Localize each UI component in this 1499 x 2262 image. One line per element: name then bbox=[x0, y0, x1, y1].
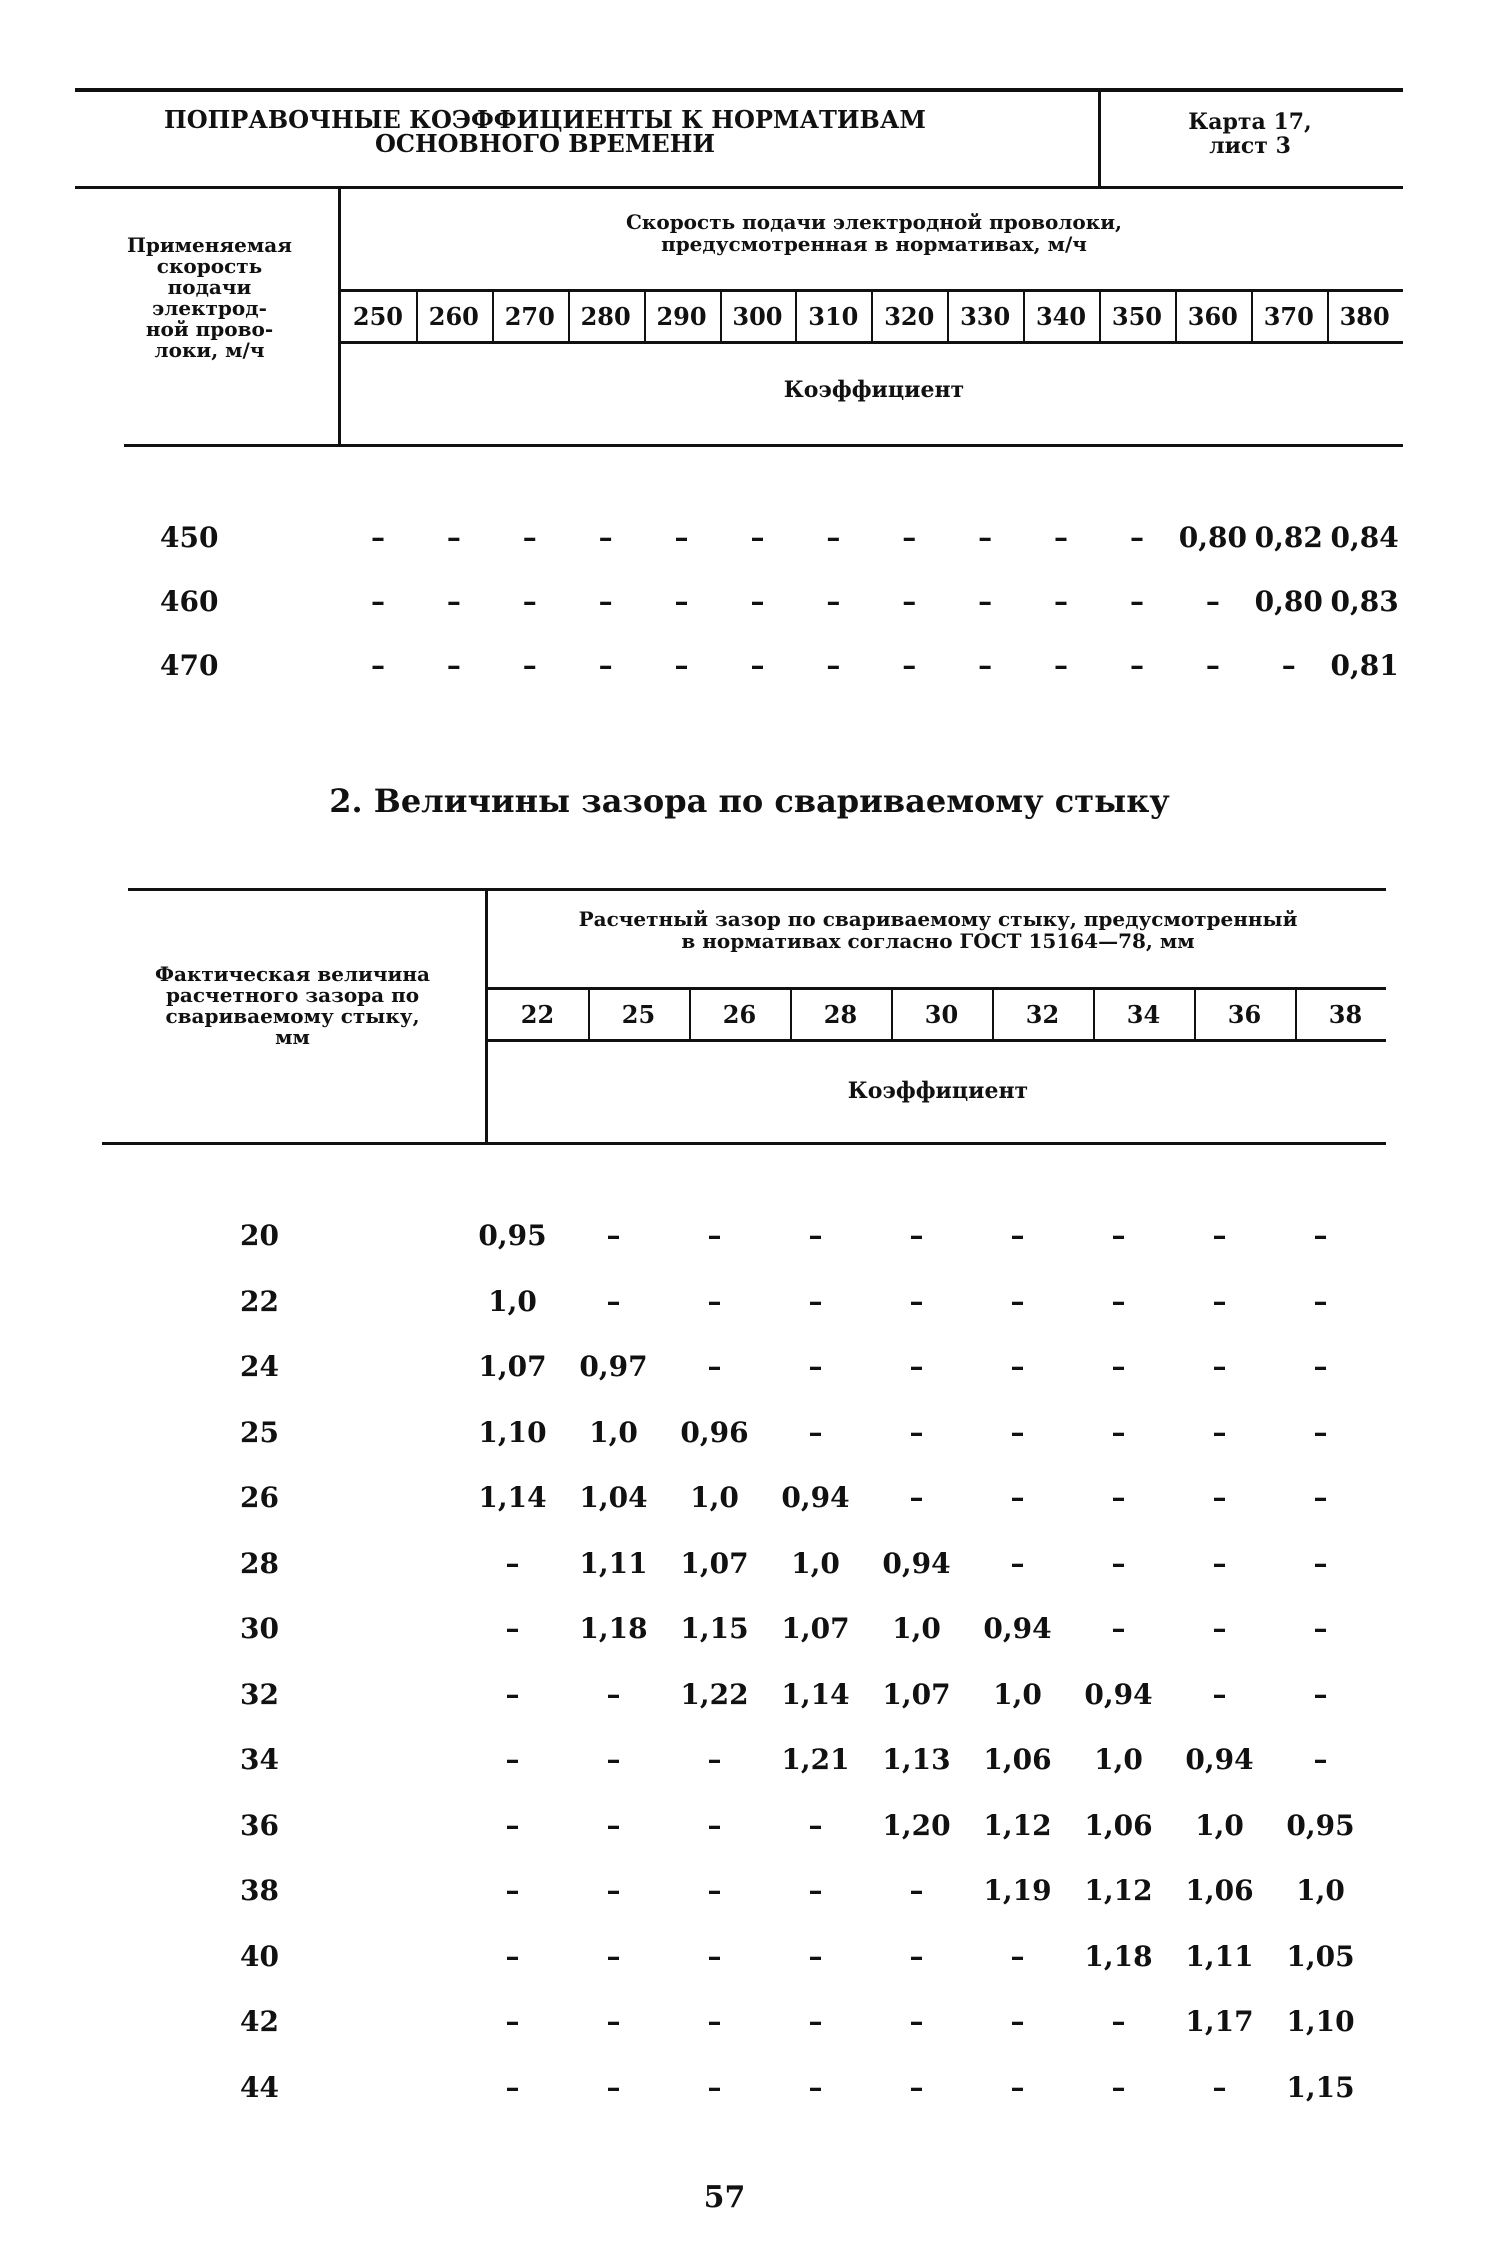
table1-cell: – bbox=[522, 521, 537, 554]
table1-cell: – bbox=[750, 521, 765, 554]
table2-cell: – bbox=[505, 1874, 520, 1907]
table2-col-separator bbox=[689, 990, 691, 1039]
table2-cell: 1,11 bbox=[579, 1546, 648, 1580]
table2-col-0: 22 bbox=[520, 1000, 555, 1029]
table2-row-header-l3: свариваемому стыку, bbox=[165, 1004, 420, 1028]
table2-cell: – bbox=[808, 1284, 823, 1318]
table1-cell: – bbox=[1129, 585, 1144, 618]
table2-cell: 0,94 bbox=[882, 1546, 951, 1580]
table2-cell: – bbox=[808, 1415, 823, 1449]
table2-cell: 1,13 bbox=[882, 1743, 951, 1776]
table1-cell: – bbox=[826, 521, 841, 554]
table2-row-label: 24 bbox=[240, 1350, 279, 1383]
header-top-rule bbox=[75, 88, 1403, 92]
table2-row-label: 26 bbox=[240, 1481, 279, 1514]
table2-cols-bottom-rule bbox=[487, 1039, 1386, 1042]
table2-cell: 0,96 bbox=[680, 1415, 749, 1449]
table1-col-13: 380 bbox=[1339, 302, 1390, 331]
table2-cell: 1,22 bbox=[680, 1677, 749, 1711]
table1-cell: 0,80 bbox=[1178, 521, 1247, 554]
table2-cell: – bbox=[808, 1350, 823, 1383]
header-divider bbox=[1098, 88, 1101, 188]
table2-cell: – bbox=[505, 2070, 520, 2104]
table1-cell: 0,84 bbox=[1330, 521, 1399, 554]
table2-cell: – bbox=[1010, 2070, 1025, 2104]
table2-col-separator bbox=[992, 990, 994, 1039]
table1-row-label: 460 bbox=[160, 585, 219, 618]
table2-col-header-line1: Расчетный зазор по свариваемому стыку, предусмотренный bbox=[578, 907, 1298, 931]
table2-cell: – bbox=[1313, 1415, 1328, 1449]
table2-col-separator bbox=[1194, 990, 1196, 1039]
table2-cell: – bbox=[1212, 1481, 1227, 1514]
table2-cell: – bbox=[909, 1219, 924, 1252]
table1-cell: – bbox=[522, 585, 537, 618]
table2-cell: – bbox=[707, 2070, 722, 2104]
table1-row-label: 450 bbox=[160, 521, 219, 554]
table2-cell: 1,15 bbox=[680, 1612, 749, 1645]
table2-cell: 1,12 bbox=[983, 1808, 1052, 1842]
table2-cell: – bbox=[505, 2005, 520, 2038]
table1-cell: – bbox=[446, 521, 461, 554]
table2-cell: – bbox=[606, 1808, 621, 1842]
table2-cell: 0,95 bbox=[478, 1219, 547, 1252]
table2-cell: – bbox=[707, 1743, 722, 1776]
table1-cell: – bbox=[1129, 649, 1144, 682]
table2-cell: 1,19 bbox=[983, 1874, 1052, 1907]
table2-cell: – bbox=[909, 1481, 924, 1514]
table1-row-header-l1: Применяемая bbox=[126, 233, 293, 257]
table1-cell: – bbox=[902, 649, 917, 682]
table2-cell: 1,10 bbox=[1286, 2005, 1355, 2038]
table1-cell: – bbox=[750, 649, 765, 682]
header-bottom-rule bbox=[75, 186, 1403, 189]
table2-coef-label: Коэффициент bbox=[847, 1078, 1029, 1104]
table2-cell: – bbox=[1010, 1546, 1025, 1580]
table2-cell: – bbox=[1313, 1677, 1328, 1711]
header-title-line2: ОСНОВНОГО ВРЕМЕНИ bbox=[374, 129, 716, 158]
table2-cell: – bbox=[1111, 1415, 1126, 1449]
table1-col-separator bbox=[492, 292, 494, 341]
table2-cell: – bbox=[606, 1219, 621, 1252]
table1-col-separator bbox=[1251, 292, 1253, 341]
table2-col-7: 36 bbox=[1227, 1000, 1262, 1029]
card-line1: Карта 17, bbox=[1188, 109, 1312, 135]
table1-col-separator bbox=[416, 292, 418, 341]
table2-cell: 1,07 bbox=[882, 1677, 951, 1711]
table2-cell: – bbox=[1212, 1350, 1227, 1383]
table2-cell: – bbox=[909, 1284, 924, 1318]
table1-cell: – bbox=[826, 649, 841, 682]
table2-cell: 1,14 bbox=[781, 1677, 850, 1711]
table2-cell: – bbox=[505, 1808, 520, 1842]
table1-col-separator bbox=[720, 292, 722, 341]
table2-col-6: 34 bbox=[1126, 1000, 1161, 1029]
table1-cell: – bbox=[446, 585, 461, 618]
table1-row-header bbox=[82, 235, 337, 361]
table2-col-5: 32 bbox=[1025, 1000, 1060, 1029]
table1-cell: – bbox=[674, 585, 689, 618]
table1-cell: – bbox=[902, 521, 917, 554]
table2-row-label: 38 bbox=[240, 1874, 279, 1907]
table2-cell: – bbox=[909, 2070, 924, 2104]
table1-cell: – bbox=[1054, 521, 1069, 554]
table2-cell: 1,0 bbox=[488, 1284, 537, 1318]
table1-row-header-l4: электрод- bbox=[152, 296, 267, 320]
table2-top-rule bbox=[128, 888, 1386, 891]
table2-cell: 1,12 bbox=[1084, 1874, 1153, 1907]
table1-row-header-l5: ной прово- bbox=[145, 317, 274, 341]
table1-cell: – bbox=[446, 649, 461, 682]
table2-cell: – bbox=[1111, 1350, 1126, 1383]
table2-cell: 1,0 bbox=[1296, 1874, 1345, 1907]
table1-cell: – bbox=[598, 585, 613, 618]
table1-cell: – bbox=[370, 585, 385, 618]
table2-row-header-l4: мм bbox=[275, 1025, 310, 1049]
table1-cell: 0,80 bbox=[1254, 585, 1323, 618]
table2-cell: – bbox=[606, 1677, 621, 1711]
table2-row-header-l1: Фактическая величина bbox=[155, 962, 430, 986]
table1-cell: – bbox=[978, 649, 993, 682]
table2-cell: – bbox=[1313, 1284, 1328, 1318]
table1-col-header-line1: Скорость подачи электродной проволоки, bbox=[626, 210, 1122, 234]
table1-cell: – bbox=[902, 585, 917, 618]
table2-cell: – bbox=[505, 1612, 520, 1645]
table2-row-label: 25 bbox=[240, 1415, 279, 1449]
table1-col-7: 320 bbox=[884, 302, 935, 331]
table2-cell: – bbox=[505, 1743, 520, 1776]
table2-cell: 1,0 bbox=[589, 1415, 638, 1449]
table1-col-header-line2: предусмотренная в нормативах, м/ч bbox=[661, 232, 1087, 256]
table2-cell: – bbox=[1111, 1219, 1126, 1252]
table1-cell: – bbox=[522, 649, 537, 682]
table1-cell: 0,83 bbox=[1330, 585, 1399, 618]
table2-cell: 1,05 bbox=[1286, 1939, 1355, 1973]
table2-cell: – bbox=[909, 1874, 924, 1907]
table2-cell: – bbox=[707, 1874, 722, 1907]
table2-cell: 0,95 bbox=[1286, 1808, 1355, 1842]
table2-cell: – bbox=[1313, 1743, 1328, 1776]
table1-row-header-l2: скорость bbox=[156, 254, 263, 278]
table1-row-header-l3: подачи bbox=[167, 275, 252, 299]
table2-cell: 1,0 bbox=[690, 1481, 739, 1514]
table2-cell: – bbox=[1010, 1350, 1025, 1383]
table1-col-8: 330 bbox=[960, 302, 1011, 331]
table2-cell: – bbox=[707, 1284, 722, 1318]
table2-cell: 1,15 bbox=[1286, 2070, 1355, 2104]
table2-row-label: 32 bbox=[240, 1677, 279, 1711]
table2-cell: 1,18 bbox=[579, 1612, 648, 1645]
table2-cell: – bbox=[1111, 1612, 1126, 1645]
table1-cell: – bbox=[674, 649, 689, 682]
table2-cell: – bbox=[808, 1939, 823, 1973]
table2-cell: 1,0 bbox=[993, 1677, 1042, 1711]
table2-cell: – bbox=[1212, 1284, 1227, 1318]
table2-cell: – bbox=[1111, 2070, 1126, 2104]
table2-cell: 1,18 bbox=[1084, 1939, 1153, 1973]
table2-cell: 1,11 bbox=[1185, 1939, 1254, 1973]
table2-cell: – bbox=[909, 2005, 924, 2038]
table1-cell: – bbox=[826, 585, 841, 618]
table2-cell: 1,0 bbox=[1094, 1743, 1143, 1776]
table2-cell: – bbox=[1010, 1939, 1025, 1973]
table2-col-separator bbox=[1295, 990, 1297, 1039]
table1-cell: – bbox=[598, 649, 613, 682]
table2-row-label: 40 bbox=[240, 1939, 279, 1973]
table1-cell: – bbox=[1054, 585, 1069, 618]
table2-cell: – bbox=[1010, 1219, 1025, 1252]
table1-col-12: 370 bbox=[1263, 302, 1314, 331]
table2-cell: – bbox=[1111, 1284, 1126, 1318]
table2-cell: – bbox=[1313, 1350, 1328, 1383]
table1-cell: – bbox=[1205, 585, 1220, 618]
table2-cell: 1,06 bbox=[983, 1743, 1052, 1776]
table2-cell: – bbox=[1010, 1415, 1025, 1449]
table2-cell: – bbox=[707, 1939, 722, 1973]
table2-col-4: 30 bbox=[924, 1000, 959, 1029]
table2-cell: – bbox=[606, 1939, 621, 1973]
table1-col-0: 250 bbox=[352, 302, 403, 331]
table1-col-separator bbox=[947, 292, 949, 341]
table2-cell: – bbox=[808, 2070, 823, 2104]
table2-cell: – bbox=[808, 1874, 823, 1907]
table2-cell: – bbox=[808, 1808, 823, 1842]
table2-cell: – bbox=[606, 1284, 621, 1318]
table2-cell: 1,07 bbox=[781, 1612, 850, 1645]
table2-cell: 1,0 bbox=[892, 1612, 941, 1645]
table2-row-label: 22 bbox=[240, 1284, 279, 1318]
table2-col-separator bbox=[588, 990, 590, 1039]
table2-cell: – bbox=[505, 1677, 520, 1711]
table2-cell: – bbox=[808, 1219, 823, 1252]
table2-cell: 1,07 bbox=[680, 1546, 749, 1580]
table2-col-separator bbox=[891, 990, 893, 1039]
table1-coef-label: Коэффициент bbox=[783, 377, 965, 403]
table2-col-separator bbox=[1093, 990, 1095, 1039]
table2-cell: – bbox=[909, 1939, 924, 1973]
table2-cell: – bbox=[1313, 1546, 1328, 1580]
table2-cell: – bbox=[1010, 1481, 1025, 1514]
table2-cell: – bbox=[707, 1350, 722, 1383]
table1-cell: – bbox=[674, 521, 689, 554]
table2-cell: 0,94 bbox=[1185, 1743, 1254, 1776]
table2-cell: – bbox=[1010, 2005, 1025, 2038]
table2-cell: – bbox=[1010, 1284, 1025, 1318]
table2-cell: – bbox=[1111, 1481, 1126, 1514]
table2-row-label: 28 bbox=[240, 1546, 279, 1580]
table1-cell: – bbox=[370, 521, 385, 554]
table1-col-separator bbox=[1175, 292, 1177, 341]
table1-col-separator bbox=[644, 292, 646, 341]
table1-cell: – bbox=[1129, 521, 1144, 554]
table1-cell: 0,82 bbox=[1254, 521, 1323, 554]
table2-cell: – bbox=[1212, 1219, 1227, 1252]
table1-col-separator bbox=[871, 292, 873, 341]
card-line2: лист 3 bbox=[1209, 133, 1291, 159]
table2-cell: – bbox=[1313, 1612, 1328, 1645]
table2-cell: 1,06 bbox=[1185, 1874, 1254, 1907]
table2-cell: – bbox=[606, 1743, 621, 1776]
table2-row-header bbox=[95, 964, 490, 1048]
table1-col-11: 360 bbox=[1187, 302, 1238, 331]
table1-cell: – bbox=[598, 521, 613, 554]
table2-cell: – bbox=[1212, 1612, 1227, 1645]
table1-col-4: 290 bbox=[656, 302, 707, 331]
table2-cell: – bbox=[909, 1415, 924, 1449]
table1-col-6: 310 bbox=[808, 302, 859, 331]
table1-col-10: 350 bbox=[1111, 302, 1162, 331]
table1-cell: – bbox=[1054, 649, 1069, 682]
header-title-line1: ПОПРАВОЧНЫЕ КОЭФФИЦИЕНТЫ К НОРМАТИВАМ bbox=[164, 105, 926, 134]
table2-cell: – bbox=[909, 1350, 924, 1383]
table1-col-separator bbox=[1099, 292, 1101, 341]
table2-row-label: 30 bbox=[240, 1612, 279, 1645]
table1-col-9: 340 bbox=[1035, 302, 1087, 331]
table2-col-8: 38 bbox=[1328, 1000, 1363, 1029]
table2-cell: – bbox=[707, 1808, 722, 1842]
table2-row-label: 36 bbox=[240, 1808, 279, 1842]
table2-col-2: 26 bbox=[722, 1000, 757, 1029]
table1-cell: – bbox=[1205, 649, 1220, 682]
table1-row-header-l6: локи, м/ч bbox=[154, 338, 265, 362]
table2-cell: – bbox=[707, 1219, 722, 1252]
table2-col-header-line2: в нормативах согласно ГОСТ 15164—78, мм bbox=[681, 929, 1195, 953]
table1-row-label: 470 bbox=[160, 649, 219, 682]
table2-col-3: 28 bbox=[823, 1000, 858, 1029]
table2-cell: – bbox=[707, 2005, 722, 2038]
table1-col-separator bbox=[1023, 292, 1025, 341]
table1-cell: – bbox=[978, 521, 993, 554]
table2-cell: – bbox=[1111, 1546, 1126, 1580]
table2-cell: – bbox=[1212, 1677, 1227, 1711]
table2-cell: 1,0 bbox=[791, 1546, 840, 1580]
table2-cell: 1,07 bbox=[478, 1350, 547, 1383]
table2-cell: – bbox=[505, 1939, 520, 1973]
table2-col-1: 25 bbox=[621, 1000, 656, 1029]
table2-cell: – bbox=[606, 2005, 621, 2038]
section2-title: 2. Величины зазора по свариваемому стыку bbox=[329, 782, 1170, 820]
table2-row-label: 34 bbox=[240, 1743, 279, 1776]
table2-cell: 1,14 bbox=[478, 1481, 547, 1514]
table1-cell: 0,81 bbox=[1330, 649, 1399, 682]
table2-col-separator bbox=[790, 990, 792, 1039]
table2-cell: – bbox=[1212, 2070, 1227, 2104]
table1-bottom-rule bbox=[124, 444, 1403, 447]
table2-cell: – bbox=[606, 1874, 621, 1907]
table1-col-3: 280 bbox=[580, 302, 631, 331]
table1-col-1: 260 bbox=[428, 302, 479, 331]
table2-cell: – bbox=[1313, 1219, 1328, 1252]
table1-col-2: 270 bbox=[504, 302, 555, 331]
table2-cell: 0,94 bbox=[781, 1481, 850, 1514]
table2-cell: 0,94 bbox=[1084, 1677, 1153, 1711]
page-number: 57 bbox=[703, 2180, 746, 2215]
table2-cell: – bbox=[1313, 1481, 1328, 1514]
table2-cell: 1,21 bbox=[781, 1743, 850, 1776]
table1-cols-bottom-rule bbox=[340, 341, 1403, 344]
table2-cell: 1,04 bbox=[579, 1481, 648, 1514]
table2-cell: – bbox=[606, 2070, 621, 2104]
table2-cell: 1,06 bbox=[1084, 1808, 1153, 1842]
table1-col-5: 300 bbox=[732, 302, 783, 331]
table2-cell: 0,97 bbox=[579, 1350, 648, 1383]
table1-col-separator bbox=[795, 292, 797, 341]
table2-cell: – bbox=[808, 2005, 823, 2038]
table2-cols-top-rule bbox=[487, 987, 1386, 990]
table1-cell: – bbox=[978, 585, 993, 618]
table1-cell: – bbox=[1281, 649, 1296, 682]
table2-cell: 1,20 bbox=[882, 1808, 951, 1842]
table2-row-header-l2: расчетного зазора по bbox=[165, 983, 420, 1007]
table1-col-separator bbox=[1327, 292, 1329, 341]
table1-col-separator bbox=[568, 292, 570, 341]
table1-cell: – bbox=[750, 585, 765, 618]
table2-cell: – bbox=[1111, 2005, 1126, 2038]
table2-cell: 1,17 bbox=[1185, 2005, 1254, 2038]
table2-row-label: 44 bbox=[240, 2070, 279, 2104]
table2-cell: 0,94 bbox=[983, 1612, 1052, 1645]
table2-cell: – bbox=[1212, 1415, 1227, 1449]
table2-cell: – bbox=[505, 1546, 520, 1580]
table1-cell: – bbox=[370, 649, 385, 682]
table2-row-label: 42 bbox=[240, 2005, 279, 2038]
table2-cell: 1,10 bbox=[478, 1415, 547, 1449]
table2-bottom-rule bbox=[102, 1142, 1386, 1145]
table2-cell: – bbox=[1212, 1546, 1227, 1580]
table2-cell: 1,0 bbox=[1195, 1808, 1244, 1842]
table2-row-label: 20 bbox=[240, 1219, 279, 1252]
